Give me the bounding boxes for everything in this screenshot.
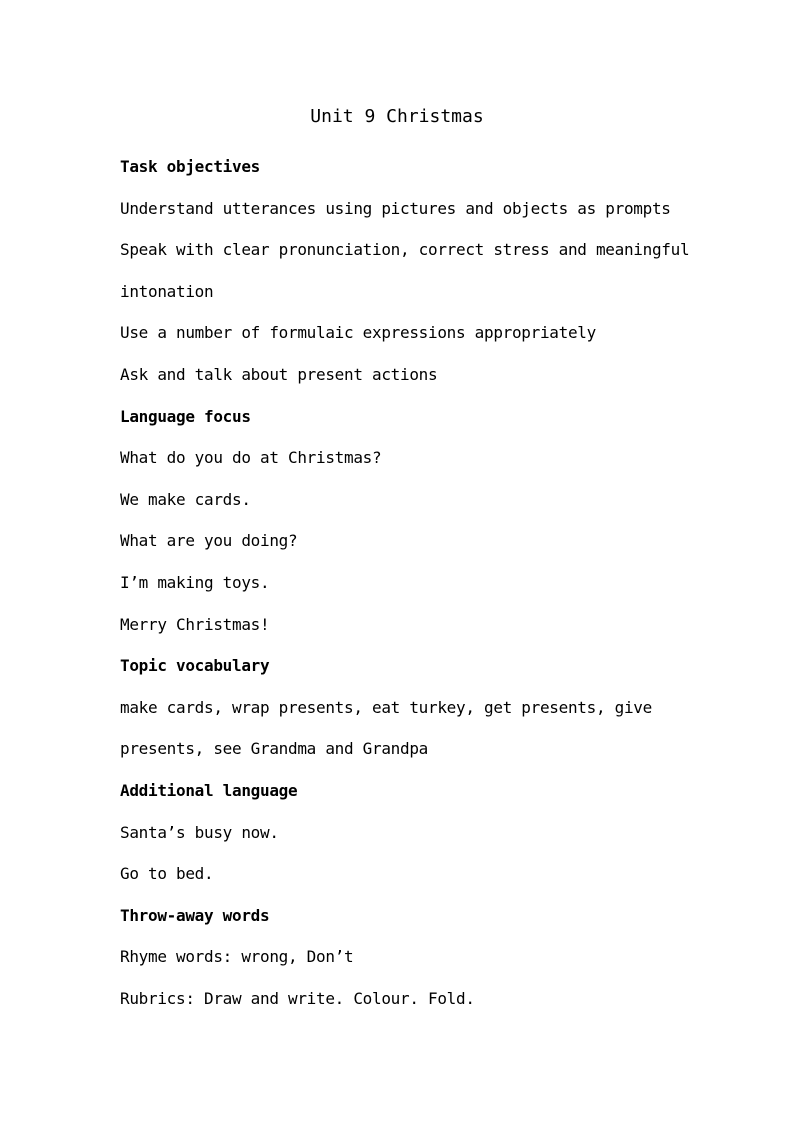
section-heading: Additional language — [120, 780, 298, 800]
text-line: Speak with clear pronunciation, correct stress and meaningful — [120, 240, 690, 260]
text-line: Go to bed. — [120, 864, 214, 884]
text-line: Use a number of formulaic expressions appropriately — [120, 323, 596, 343]
text-line: I’m making toys. — [120, 572, 270, 592]
text-line: Rhyme words: wrong, Don’t — [120, 947, 354, 967]
text-line: Santa’s busy now. — [120, 822, 279, 842]
section-heading: Topic vocabulary — [120, 656, 270, 676]
text-line: presents, see Grandma and Grandpa — [120, 739, 428, 759]
text-line: intonation — [120, 281, 214, 301]
section-heading: Language focus — [120, 406, 251, 426]
text-line: Understand utterances using pictures and objects as prompts — [120, 198, 671, 218]
text-line: We make cards. — [120, 489, 251, 509]
text-line: Merry Christmas! — [120, 614, 270, 634]
section-heading: Throw-away words — [120, 905, 270, 925]
text-line: make cards, wrap presents, eat turkey, get presents, give — [120, 697, 652, 717]
text-line: Rubrics: Draw and write. Colour. Fold. — [120, 988, 475, 1008]
document-body — [120, 146, 690, 1019]
text-line: What do you do at Christmas? — [120, 448, 382, 468]
text-line: What are you doing? — [120, 531, 298, 551]
document-title: Unit 9 Christmas — [310, 106, 484, 127]
section-heading: Task objectives — [120, 157, 260, 176]
text-line: Ask and talk about present actions — [120, 364, 438, 384]
